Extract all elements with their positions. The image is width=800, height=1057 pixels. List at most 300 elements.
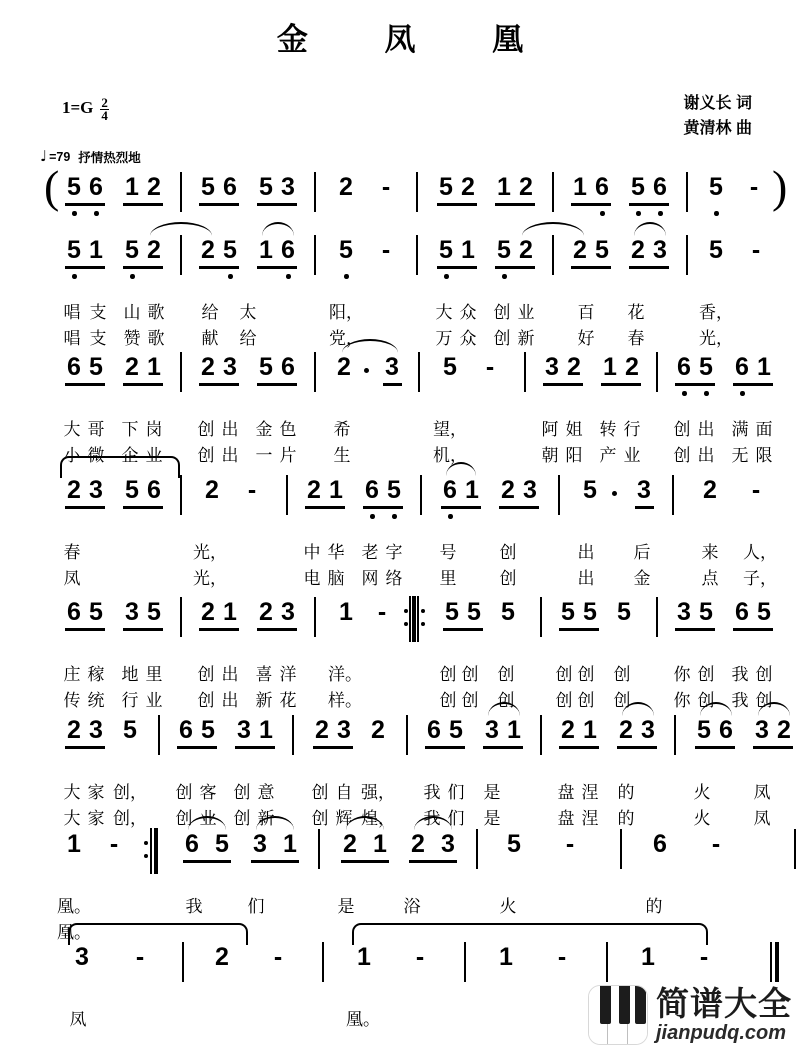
note-dash: - (377, 598, 387, 626)
note: 6 (281, 236, 295, 264)
lyric-char: 创 (233, 783, 251, 802)
key-signature: 1=G (62, 98, 94, 118)
note: 5 (125, 236, 139, 264)
note: 1 (573, 173, 587, 201)
note: 5 (709, 236, 723, 264)
note: 5 (561, 598, 575, 626)
lyric-char: 们 (447, 809, 465, 828)
lyric-char: 创 (439, 665, 457, 684)
lyric-char: 络 (385, 569, 403, 588)
lyric-char: 创 (497, 691, 515, 710)
note: 3 (253, 830, 267, 858)
lyric-char: 岗 (145, 420, 163, 439)
lyric-char: 大 (63, 420, 81, 439)
lyric-char: 脑 (327, 569, 345, 588)
note: 3 (755, 716, 769, 744)
music-system-4 (0, 478, 800, 590)
lyric-char: 唱 (63, 329, 81, 348)
note: 5 (259, 353, 273, 381)
open-paren: ( (44, 161, 60, 212)
note: 2 (501, 476, 515, 504)
lyric-char: 火 (499, 897, 517, 916)
time-signature (100, 97, 109, 122)
lyric-char: 创， (113, 809, 147, 828)
note: 2 (619, 716, 633, 744)
note: 5 (259, 173, 273, 201)
lyric-char: 地 (121, 665, 139, 684)
note: 5 (123, 716, 137, 744)
lyric-char: 行 (623, 420, 641, 439)
note-dash: - (699, 943, 709, 971)
note: 1 (603, 353, 617, 381)
lyric-char: 香， (699, 303, 733, 322)
close-paren: ) (772, 161, 788, 212)
lyric-char: 一 (255, 446, 273, 465)
lyric-char: 大 (435, 303, 453, 322)
note: 1 (507, 716, 521, 744)
lyric-char: 业 (517, 303, 535, 322)
note: 5 (445, 598, 459, 626)
lyric-char: 创 (673, 446, 691, 465)
staff-line-6 (46, 716, 791, 828)
lyric-char: 洋 (279, 665, 297, 684)
time-signature-numerator: 2 (101, 95, 108, 110)
lyric-char: 创 (461, 665, 479, 684)
lyric-char: 的 (617, 783, 635, 802)
lyric-char: 强， (361, 783, 395, 802)
lyric-char: 创 (673, 420, 691, 439)
note-dash: - (557, 943, 567, 971)
lyric-char: 创 (697, 691, 715, 710)
lyric-char: 样。 (328, 691, 362, 710)
note: 5 (583, 598, 597, 626)
lyric-char: 光， (193, 569, 227, 588)
lyric-char: 创 (613, 665, 631, 684)
note: 6 (67, 598, 81, 626)
lyric-char: 创 (175, 783, 193, 802)
note: 3 (223, 353, 237, 381)
lyric-char: 大 (63, 783, 81, 802)
lyric-char: 煌， (361, 809, 395, 828)
lyric-char: 凤 (69, 1010, 87, 1029)
lyric-char: 传 (63, 691, 81, 710)
note: 2 (147, 236, 161, 264)
note: 1 (641, 943, 655, 971)
composer-credit: 黄清林 曲 (683, 119, 752, 137)
note: 5 (67, 173, 81, 201)
lyric-char: 你 (673, 665, 691, 684)
lyric-char: 稼 (87, 665, 105, 684)
lyric-char: 创 (197, 420, 215, 439)
note: 2 (125, 353, 139, 381)
note: 5 (497, 236, 511, 264)
note: 3 (637, 476, 651, 504)
note: 6 (185, 830, 199, 858)
lyric-char: 创 (755, 691, 773, 710)
note: 2 (411, 830, 425, 858)
lyric-char: 创 (197, 446, 215, 465)
note: 1 (283, 830, 297, 858)
note: 3 (653, 236, 667, 264)
lyric-char: 创 (497, 665, 515, 684)
note: 2 (67, 716, 81, 744)
lyric-char: 我 (185, 897, 203, 916)
lyric-char: 涅 (581, 809, 599, 828)
lyric-char: 字 (385, 543, 403, 562)
note-dash: - (751, 236, 761, 264)
lyric-char: 创 (493, 303, 511, 322)
lyric-char: 业 (145, 446, 163, 465)
lyric-char: 望， (433, 420, 467, 439)
lyric-char: 无 (731, 446, 749, 465)
lyric-char: 号 (439, 543, 457, 562)
music-system-6 (0, 718, 800, 830)
lyric-char: 网 (361, 569, 379, 588)
lyric-char: 机， (433, 446, 467, 465)
lyric-char: 意 (257, 783, 275, 802)
lyric-char: 喜 (255, 665, 273, 684)
note: 1 (147, 353, 161, 381)
lyric-char: 众 (459, 329, 477, 348)
lyric-char: 客 (199, 783, 217, 802)
lyric-char: 金 (633, 569, 651, 588)
note: 5 (709, 173, 723, 201)
lyric-char: 小 (63, 446, 81, 465)
note: 6 (365, 476, 379, 504)
lyric-char: 点 (701, 569, 719, 588)
staff-line-7 (46, 830, 764, 942)
lyric-char: 出 (577, 569, 595, 588)
lyric-char: 新 (255, 691, 273, 710)
lyric-char: 百 (577, 303, 595, 322)
note: 5 (223, 236, 237, 264)
lyric-char: 家 (87, 809, 105, 828)
lyric-char: 创 (493, 329, 511, 348)
lyric-char: 我 (423, 809, 441, 828)
lyric-char: 朝 (541, 446, 559, 465)
note: 2 (625, 353, 639, 381)
lyric-char: 哥 (87, 420, 105, 439)
note: 5 (125, 476, 139, 504)
lyric-char: 创 (311, 809, 329, 828)
note: 6 (67, 353, 81, 381)
lyric-char: 好 (577, 329, 595, 348)
lyric-char: 们 (447, 783, 465, 802)
note: 6 (677, 353, 691, 381)
note: 3 (89, 716, 103, 744)
lyric-char: 花 (627, 303, 645, 322)
note: 3 (641, 716, 655, 744)
lyric-char: 创， (113, 783, 147, 802)
note: 5 (583, 476, 597, 504)
lyric-char: 万 (435, 329, 453, 348)
note: 5 (501, 598, 515, 626)
staff-line-1 (44, 161, 788, 229)
note: 5 (89, 598, 103, 626)
note: 2 (315, 716, 329, 744)
lyric-char: 创 (461, 691, 479, 710)
lyric-char: 春 (63, 543, 81, 562)
logo-chinese-text: 简谱大全 (656, 985, 792, 1022)
lyric-char: 党， (329, 329, 363, 348)
note: 6 (653, 830, 667, 858)
lyric-char: 是 (483, 809, 501, 828)
lyric-char: 转 (599, 420, 617, 439)
lyric-char: 自 (335, 783, 353, 802)
lyric-char: 们 (247, 897, 265, 916)
lyric-char: 片 (279, 446, 297, 465)
note: 1 (67, 830, 81, 858)
lyric-char: 里 (439, 569, 457, 588)
note: 6 (719, 716, 733, 744)
lyric-char: 出 (697, 420, 715, 439)
note: 1 (259, 236, 273, 264)
note: 5 (443, 353, 457, 381)
lyric-char: 创 (233, 809, 251, 828)
note: 3 (281, 598, 295, 626)
staff-line-3 (46, 353, 773, 465)
note: 1 (357, 943, 371, 971)
note: 5 (631, 173, 645, 201)
lyric-char: 面 (755, 420, 773, 439)
lyric-char: 阳， (329, 303, 363, 322)
note: 5 (387, 476, 401, 504)
lyric-char: 歌 (147, 329, 165, 348)
piano-keys-icon (588, 985, 648, 1045)
lyric-char: 出 (221, 446, 239, 465)
lyric-char: 出 (221, 665, 239, 684)
lyric-char: 献 (201, 329, 219, 348)
note: 5 (449, 716, 463, 744)
note: 5 (617, 598, 631, 626)
note-dash: - (247, 476, 257, 504)
lyric-char: 人， (743, 543, 777, 562)
lyric-char: 家 (87, 783, 105, 802)
lyric-char: 的 (617, 809, 635, 828)
lyric-char: 产 (599, 446, 617, 465)
logo-url-text: jianpudq.com (656, 1022, 786, 1044)
note: 5 (757, 598, 771, 626)
key-and-meter (62, 96, 109, 121)
lyric-char: 唱 (63, 303, 81, 322)
note: 6 (179, 716, 193, 744)
lyric-char: 生 (333, 446, 351, 465)
site-logo[interactable] (588, 985, 792, 1045)
staff-line-5 (46, 598, 773, 710)
note: 3 (545, 353, 559, 381)
tempo-bpm: =79 (49, 150, 71, 164)
lyric-char: 出 (577, 543, 595, 562)
lyric-char: 创 (439, 691, 457, 710)
lyric-char: 光， (699, 329, 733, 348)
note: 5 (467, 598, 481, 626)
lyric-char: 创 (197, 691, 215, 710)
note-dash: - (711, 830, 721, 858)
lyric-char: 出 (221, 420, 239, 439)
note: 5 (89, 353, 103, 381)
lyric-char: 色 (279, 420, 297, 439)
note: 1 (499, 943, 513, 971)
note: 5 (67, 236, 81, 264)
lyric-char: 新 (257, 809, 275, 828)
note: 3 (237, 716, 251, 744)
music-system-5 (0, 600, 800, 712)
note: 1 (259, 716, 273, 744)
note: 6 (89, 173, 103, 201)
note: 2 (561, 716, 575, 744)
note: 6 (427, 716, 441, 744)
lyric-char: 下 (121, 420, 139, 439)
note: 6 (223, 173, 237, 201)
note: 2 (567, 353, 581, 381)
lyric-char: 凤 (753, 783, 771, 802)
lyric-char: 创 (175, 809, 193, 828)
lyric-char: 支 (89, 303, 107, 322)
lyric-char: 新 (517, 329, 535, 348)
lyric-char: 业 (145, 691, 163, 710)
lyric-char: 限 (755, 446, 773, 465)
music-system-3 (0, 355, 800, 467)
lyric-char: 赞 (123, 329, 141, 348)
note: 2 (519, 236, 533, 264)
lyric-char: 创 (499, 569, 517, 588)
lyric-char: 希 (333, 420, 351, 439)
note: 2 (573, 236, 587, 264)
note: 5 (215, 830, 229, 858)
lyric-char: 业 (623, 446, 641, 465)
lyric-char: 洋。 (328, 665, 362, 684)
repeat-barline-double (404, 596, 418, 642)
note: 3 (385, 353, 399, 381)
note: 6 (735, 598, 749, 626)
note: 1 (329, 476, 343, 504)
lyric-char: 创 (197, 665, 215, 684)
lyric-char: 中 (303, 543, 321, 562)
note: 2 (461, 173, 475, 201)
lyric-char: 企 (121, 446, 139, 465)
note: 6 (595, 173, 609, 201)
note: 1 (465, 476, 479, 504)
lyric-char: 满 (731, 420, 749, 439)
note: 3 (337, 716, 351, 744)
lyric-char: 创 (577, 691, 595, 710)
lyric-char: 创 (613, 691, 631, 710)
note-dash: - (381, 236, 391, 264)
lyric-char: 凰。 (57, 923, 91, 942)
note-dash: - (109, 830, 119, 858)
note: 2 (201, 236, 215, 264)
lyric-char: 阿 (541, 420, 559, 439)
note: 6 (653, 173, 667, 201)
lyric-char: 火 (693, 783, 711, 802)
note: 1 (125, 173, 139, 201)
lyric-char: 辉 (335, 809, 353, 828)
note: 2 (339, 173, 353, 201)
note: 3 (441, 830, 455, 858)
lyric-char: 创 (697, 665, 715, 684)
note: 5 (697, 716, 711, 744)
note: 5 (439, 236, 453, 264)
note-dash: - (415, 943, 425, 971)
lyric-char: 创 (499, 543, 517, 562)
lyric-char: 创 (311, 783, 329, 802)
lyric-char: 我 (731, 691, 749, 710)
music-system-2 (0, 238, 800, 350)
note: 2 (777, 716, 791, 744)
note: 3 (523, 476, 537, 504)
note: 3 (677, 598, 691, 626)
lyric-char: 后 (633, 543, 651, 562)
lyric-char: 业 (199, 809, 217, 828)
lyric-char: 我 (423, 783, 441, 802)
lyric-char: 统 (87, 691, 105, 710)
lyric-char: 凤 (63, 569, 81, 588)
staff-line-2 (46, 236, 764, 348)
note: 2 (67, 476, 81, 504)
tempo-expression: 抒情热烈地 (78, 151, 141, 165)
note-dash: - (751, 476, 761, 504)
lyric-char: 行 (121, 691, 139, 710)
note: 1 (89, 236, 103, 264)
note: 3 (89, 476, 103, 504)
note: 1 (373, 830, 387, 858)
page-title: 金 凤 凰 (276, 22, 558, 57)
note: 2 (343, 830, 357, 858)
lyric-char: 凤 (753, 809, 771, 828)
lyric-char: 盘 (557, 809, 575, 828)
lyric-char: 给 (201, 303, 219, 322)
note: 1 (223, 598, 237, 626)
lyric-char: 歌 (147, 303, 165, 322)
note: 5 (699, 353, 713, 381)
lyric-char: 浴 (403, 897, 421, 916)
lyric-char: 山 (123, 303, 141, 322)
note: 3 (75, 943, 89, 971)
note: 1 (497, 173, 511, 201)
lyric-char: 太 (239, 303, 257, 322)
lyric-char: 姐 (565, 420, 583, 439)
note: 5 (339, 236, 353, 264)
credits (684, 92, 752, 142)
note: 2 (205, 476, 219, 504)
note: 1 (461, 236, 475, 264)
note: 2 (215, 943, 229, 971)
note: 2 (201, 353, 215, 381)
lyric-char: 创 (577, 665, 595, 684)
note: 2 (703, 476, 717, 504)
time-signature-denominator: 4 (101, 107, 108, 123)
note: 5 (507, 830, 521, 858)
lyric-char: 创 (555, 691, 573, 710)
lyric-char: 出 (221, 691, 239, 710)
lyric-char: 子， (743, 569, 777, 588)
note: 5 (699, 598, 713, 626)
staff-line-4 (46, 476, 777, 588)
note-dash: - (135, 943, 145, 971)
note: 5 (439, 173, 453, 201)
note: 1 (757, 353, 771, 381)
lyric-char: 出 (697, 446, 715, 465)
note: 2 (201, 598, 215, 626)
lyric-char: 微 (87, 446, 105, 465)
note: 5 (595, 236, 609, 264)
note: 2 (371, 716, 385, 744)
note: 3 (485, 716, 499, 744)
lyric-char: 我 (731, 665, 749, 684)
lyric-char: 创 (555, 665, 573, 684)
note-dash: - (749, 173, 759, 201)
lyric-char: 华 (327, 543, 345, 562)
